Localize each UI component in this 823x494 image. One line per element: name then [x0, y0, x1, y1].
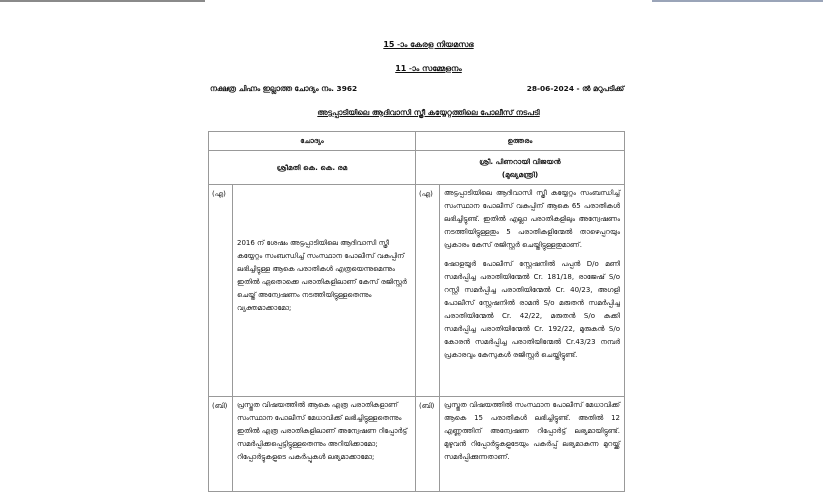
row-a-answer-cell — [440, 185, 625, 397]
row-b-answer-para-1: പ്രസ്തുത വിഷയത്തിൽ സംസ്ഥാന പോലീസ് മേധാവിക്ക് ആകെ 15 പരാതികൾ ലഭിച്ചിട്ടുണ്ട്. അതിൽ 12 എണ്ണത്തിന് അന്വേഷണ റിപ്പോർട്ട് ലഭ്യമായിട്ടുണ്ട്. മുഴുവൻ റിപ്പോർട്ടുകളുടേയും പകർപ്പ് ലഭ്യമാകുന്ന മുറയ്ക്ക് സമർപ്പിക്കുന്നതാണ്. — [444, 401, 621, 461]
question-column-header: ചോദ്യം — [209, 132, 416, 151]
row-b-question-label: (ബി) — [209, 397, 233, 492]
table-header-row — [209, 132, 625, 151]
row-b-question-text: പ്രസ്തുത വിഷയത്തിൽ ആകെ എത്ര പരാതികളാണ് സംസ്ഥാന പോലീസ് മേധാവിക്ക് ലഭിച്ചിട്ടുള്ളതെന്നും ഇതിൽ എത്ര പരാതികളിലാണ് അന്വേഷണ റിപ്പോർട്ട് സമർപ്പിക്കപ്പെട്ടിട്ടുള്ളതെന്നും അറിയിക്കാമോ; റിപ്പോർട്ടുകളുടെ പകർപ്പുകൾ ലഭ്യമാക്കാമോ; — [237, 401, 408, 461]
answer-column-header: ഉത്തരം — [416, 132, 625, 151]
top-edge-strip-right — [652, 0, 823, 2]
questioner-name: ശ്രീമതി കെ. കെ. രമ — [209, 151, 416, 185]
names-row — [209, 151, 625, 185]
row-b-answer-label: (ബി) — [416, 397, 440, 492]
table-row — [209, 185, 625, 397]
document-page — [205, 0, 652, 494]
assembly-heading: 15 -ാം കേരള നിയമസഭ — [383, 40, 474, 49]
question-number: നക്ഷത്ര ചിഹ്നം ഇല്ലാത്ത ചോദ്യം നം. 3962 — [210, 84, 358, 93]
answer-date: 28-06-2024 - ൽ മറുപടിക്ക് — [526, 84, 624, 93]
session-heading: 11 -ാം സമ്മേളനം — [395, 64, 462, 73]
answerer-name: ശ്രീ. പിണറായി വിജയൻ — [479, 156, 561, 166]
row-a-answer-para-1: അട്ടപ്പാടിയിലെ ആദിവാസി സ്ത്രീ കയ്യേറ്റം സംബന്ധിച്ച് സംസ്ഥാന പോലീസ് വകുപ്പിന് ആകെ 65 പരാതികൾ ലഭിച്ചിട്ടുണ്ട്. ഇതിൽ എല്ലാ പരാതികളിലും അന്വേഷണം നടത്തിയിട്ടുള്ളതും 5 പരാതികളിന്മേൽ താഴെപ്പറയും പ്രകാരം കേസ് രജിസ്റ്റർ ചെയ്തിട്ടുള്ളതുമാണ്. — [444, 189, 621, 249]
top-edge-strip-left — [0, 0, 205, 2]
row-a-question-label: (എ) — [209, 185, 233, 397]
answerer-cell — [416, 151, 625, 185]
row-b-answer-cell — [440, 397, 625, 492]
qa-table — [208, 131, 625, 492]
table-row — [209, 397, 625, 492]
answerer-role: (മുഖ്യമന്ത്രി) — [501, 169, 539, 179]
row-a-question-text: 2016 ന് ശേഷം അട്ടപ്പാടിയിലെ ആദിവാസി സ്ത്രീ കയ്യേറ്റം സംബന്ധിച്ച് സംസ്ഥാന പോലീസ് വകുപ്പിന് ലഭിച്ചിട്ടുള്ള ആകെ പരാതികൾ എത്രയെന്നുമെന്നും ഇതിൽ ഏതൊക്കെ പരാതികളിലാണ് കേസ് രജിസ്റ്റർ ചെയ്ത് അന്വേഷണം നടത്തിയിട്ടുള്ളതെന്നും വ്യക്തമാക്കാമോ; — [237, 239, 407, 312]
row-a-answer-label: (എ) — [416, 185, 440, 397]
row-a-answer-para-2: ഷോളയൂർ പോലീസ് സ്റ്റേഷനിൽ പപ്പൻ D/o മണി സമർപ്പിച്ച പരാതിയിന്മേൽ Cr. 181/18, രാജേഷ് S/o റസ്റ്റി സമർപ്പിച്ച പരാതിയിന്മേൽ Cr. 40/23, അഗളി പോലീസ് സ്റ്റേഷനിൽ രാമൻ S/o മരുതൻ സമർപ്പിച്ച പരാതിയിന്മേൽ Cr. 42/22, മരുതൻ S/o കക്കി സമർപ്പിച്ച പരാതിയിന്മേൽ Cr. 192/22, മുരുകൻ S/o കോരൻ സമർപ്പിച്ച പരാതിയിന്മേൽ Cr.43/23 നമ്പർ പ്രകാരവും കേസുകൾ രജിസ്റ്റർ ചെയ്തിട്ടുണ്ട്. — [444, 260, 621, 359]
question-subject: അട്ടപ്പാടിയിലെ ആദിവാസി സ്ത്രീ കയ്യേറ്റത്തിലെ പോലീസ് നടപടി — [317, 108, 540, 117]
row-a-question-cell — [233, 185, 416, 397]
row-b-question-cell — [233, 397, 416, 492]
